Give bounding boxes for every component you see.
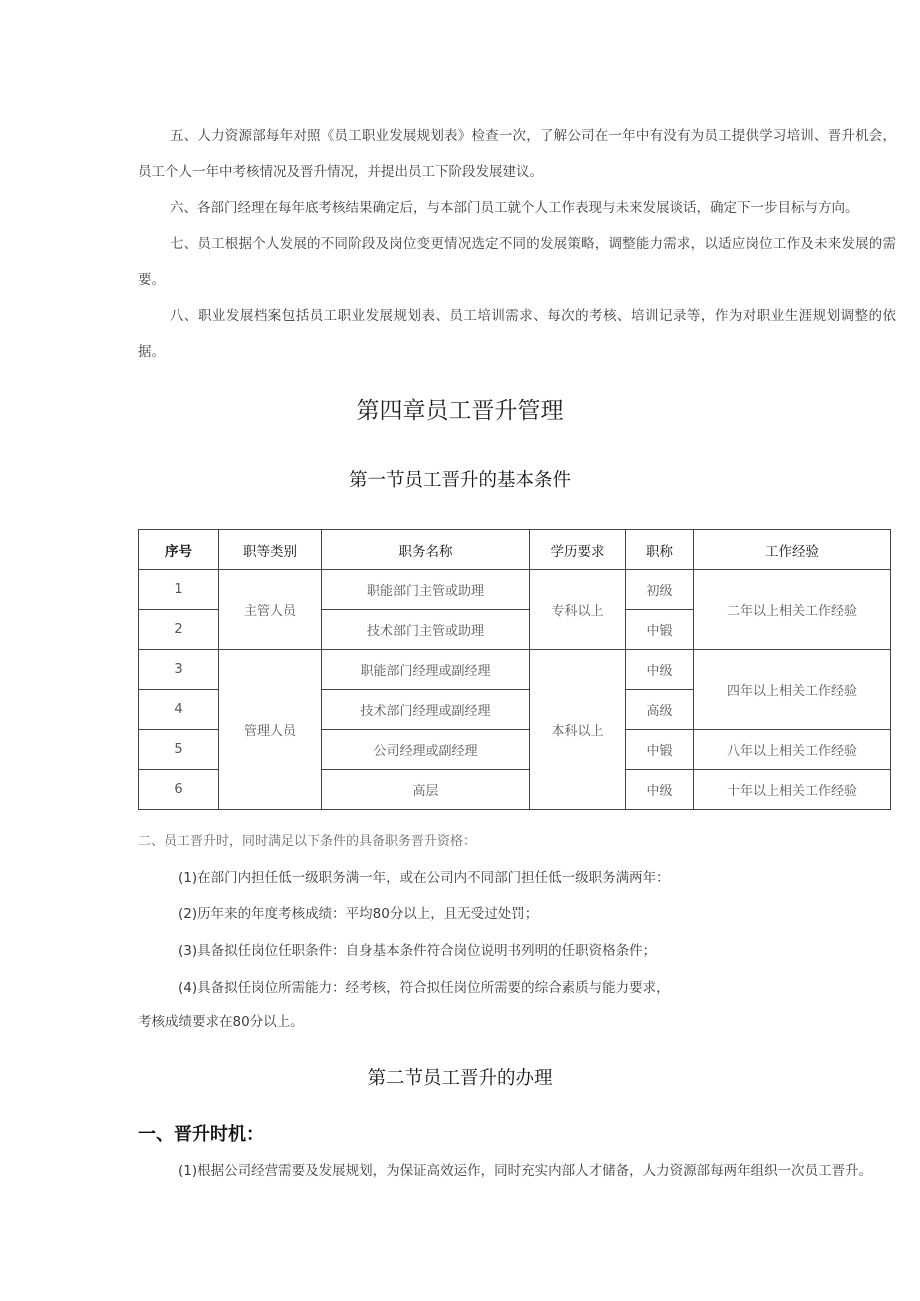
condition-item-3 bbox=[178, 941, 920, 961]
row-number: 3 bbox=[139, 650, 219, 690]
experience-cell: 二年以上相关工作经验 bbox=[694, 570, 891, 650]
condition-number: (4) bbox=[178, 980, 198, 996]
conditions-intro: 二、员工晋升时，同时满足以下条件的具备职务晋升资格： bbox=[138, 834, 477, 849]
promotion-requirements-table bbox=[138, 529, 891, 810]
condition-text: 具备拟任岗位所需能力：经考核，符合拟任岗位所需要的综合素质与能力要求， bbox=[197, 980, 670, 996]
condition-text: 在部门内担任低一级职务满一年，或在公司内不同部门担任低一级职务满两年： bbox=[197, 870, 670, 886]
category-cell: 主管人员 bbox=[219, 570, 322, 650]
condition-text: 考核成绩要求在 bbox=[138, 1014, 233, 1030]
condition-score: 80 bbox=[372, 906, 390, 922]
chapter-title: 第四章员工晋升管理 bbox=[356, 398, 564, 424]
title-cell: 中级 bbox=[626, 770, 694, 810]
timing-heading: 一、晋升时机： bbox=[138, 1124, 264, 1145]
condition-number: (2) bbox=[178, 906, 198, 922]
header-cell: 职务名称 bbox=[322, 530, 530, 570]
condition-item-4-continued bbox=[138, 1012, 898, 1032]
header-cell: 职等类别 bbox=[219, 530, 322, 570]
table-header-row bbox=[139, 530, 891, 570]
timing-item-1 bbox=[178, 1161, 898, 1181]
header-cell: 序号 bbox=[139, 530, 219, 570]
timing-number: (1) bbox=[178, 1163, 198, 1179]
paragraph-8: 八、职业发展档案包括员工职业发展规划表、员工培训需求、每次的考核、培训记录等，作为对职业生涯规划调整的依据。 bbox=[138, 308, 896, 360]
condition-item-4 bbox=[178, 978, 920, 998]
row-number: 2 bbox=[139, 610, 219, 650]
position-cell: 技术部门经理或副经理 bbox=[322, 690, 530, 730]
category-cell: 管理人员 bbox=[219, 650, 322, 810]
experience-cell: 十年以上相关工作经验 bbox=[694, 770, 891, 810]
title-cell: 初级 bbox=[626, 570, 694, 610]
table-row bbox=[139, 570, 891, 610]
paragraph-7: 七、员工根据个人发展的不同阶段及岗位变更情况选定不同的发展策略，调整能力需求，以适应岗位工作及未来发展的需要。 bbox=[138, 236, 896, 288]
row-number: 4 bbox=[139, 690, 219, 730]
experience-cell: 四年以上相关工作经验 bbox=[694, 650, 891, 730]
education-cell: 专科以上 bbox=[530, 570, 626, 650]
header-cell: 工作经验 bbox=[694, 530, 891, 570]
condition-number: (1) bbox=[178, 870, 198, 886]
position-cell: 高层 bbox=[322, 770, 530, 810]
section-1-title: 第一节员工晋升的基本条件 bbox=[348, 470, 571, 491]
title-cell: 中锻 bbox=[626, 730, 694, 770]
condition-text: 分以上。 bbox=[249, 1014, 304, 1030]
paragraph-6: 六、各部门经理在每年底考核结果确定后，与本部门员工就个人工作表现与未来发展谈话，确定下一步目标与方向。 bbox=[170, 200, 859, 216]
condition-number: (3) bbox=[178, 943, 198, 959]
condition-text: 分以上，且无受过处罚； bbox=[389, 906, 539, 922]
condition-item-1 bbox=[178, 868, 920, 888]
position-cell: 职能部门经理或副经理 bbox=[322, 650, 530, 690]
header-cell: 职称 bbox=[626, 530, 694, 570]
row-number: 1 bbox=[139, 570, 219, 610]
condition-item-2 bbox=[178, 904, 920, 924]
row-number: 6 bbox=[139, 770, 219, 810]
position-cell: 技术部门主管或助理 bbox=[322, 610, 530, 650]
title-cell: 中锻 bbox=[626, 610, 694, 650]
header-cell: 学历要求 bbox=[530, 530, 626, 570]
education-cell: 本科以上 bbox=[530, 650, 626, 810]
condition-text: 历年来的年度考核成绩：平均 bbox=[197, 906, 373, 922]
title-cell: 中级 bbox=[626, 650, 694, 690]
experience-cell: 八年以上相关工作经验 bbox=[694, 730, 891, 770]
title-cell: 高级 bbox=[626, 690, 694, 730]
timing-text: 根据公司经营需要及发展规划，为保证高效运作，同时充实内部人才储备，人力资源部每两年组织一次员工晋升。 bbox=[197, 1163, 873, 1179]
paragraph-5: 五、人力资源部每年对照《员工职业发展规划表》检查一次，了解公司在一年中有没有为员工提供学习培训、晋升机会，员工个人一年中考核情况及晋升情况，并提出员工下阶段发展建议。 bbox=[138, 128, 896, 180]
row-number: 5 bbox=[139, 730, 219, 770]
position-cell: 公司经理或副经理 bbox=[322, 730, 530, 770]
section-2-title: 第二节员工晋升的办理 bbox=[367, 1068, 553, 1089]
condition-text: 具备拟任岗位任职条件：自身基本条件符合岗位说明书列明的任职资格条件； bbox=[197, 943, 657, 959]
position-cell: 职能部门主管或助理 bbox=[322, 570, 530, 610]
condition-score: 80 bbox=[232, 1014, 250, 1030]
table-row bbox=[139, 650, 891, 690]
